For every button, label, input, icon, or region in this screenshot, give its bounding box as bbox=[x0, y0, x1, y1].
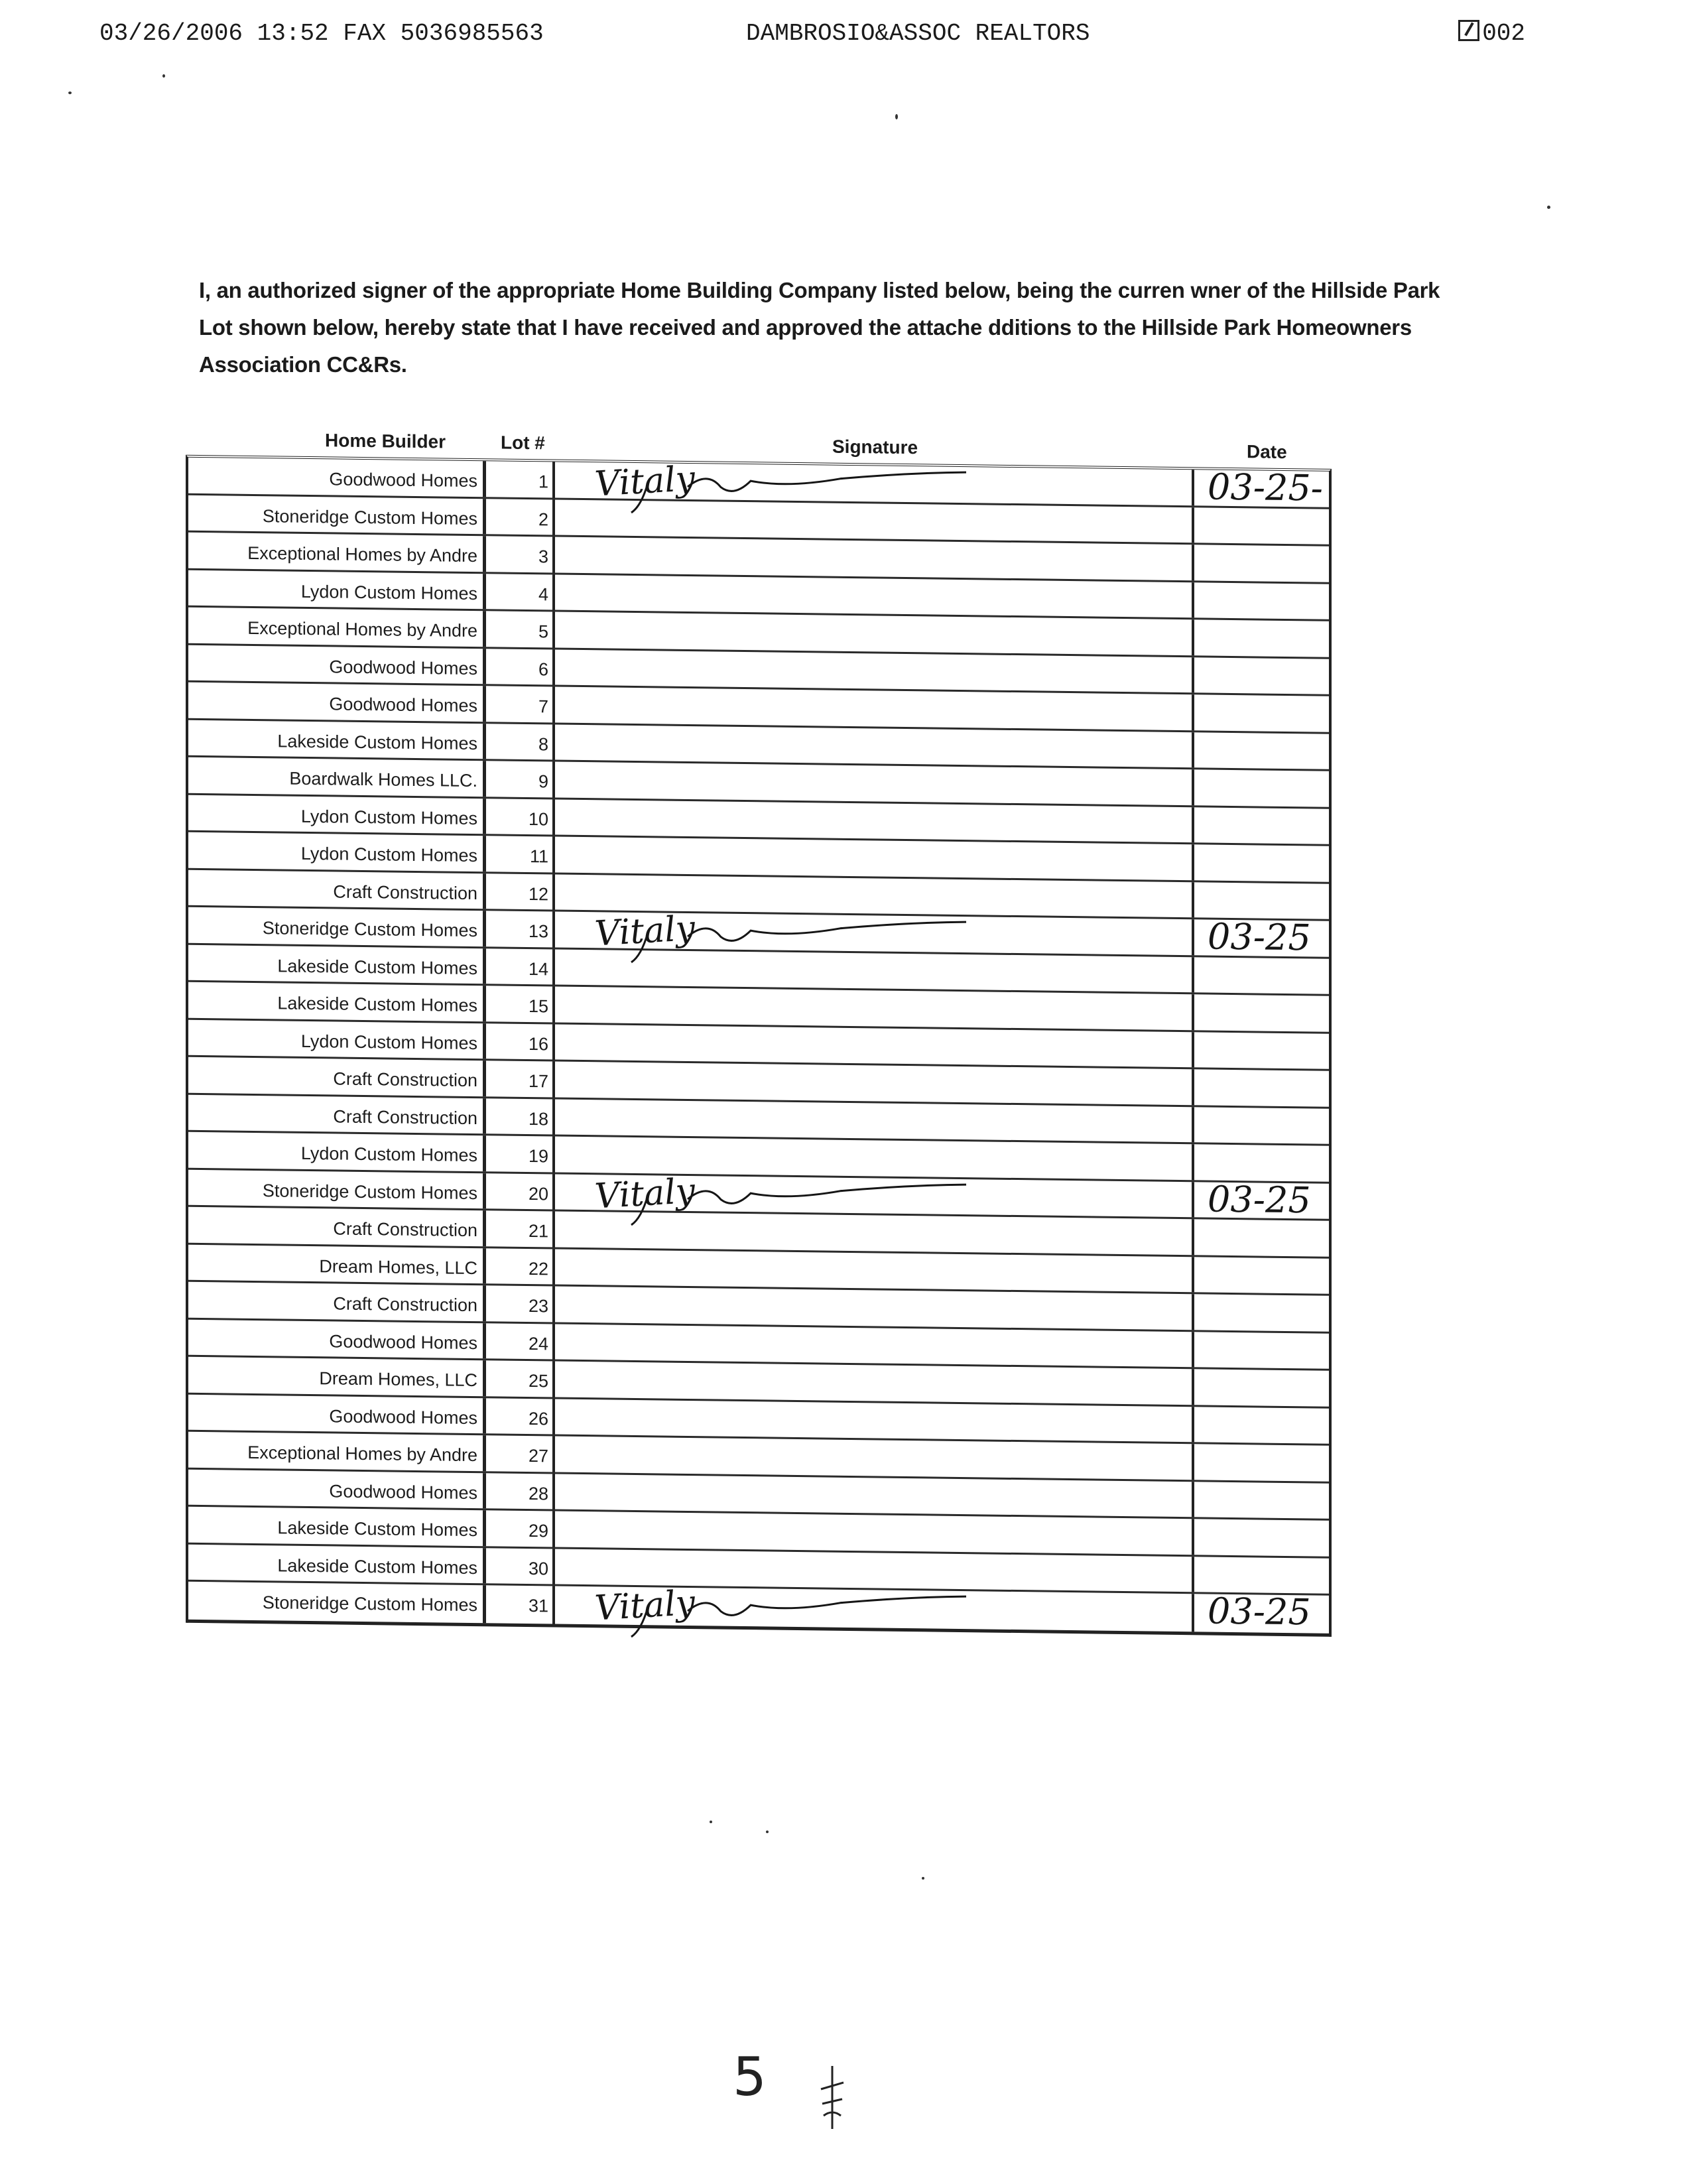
home-builder-cell: Craft Construction bbox=[188, 1207, 486, 1246]
lot-number-cell: 8 bbox=[486, 724, 555, 760]
header-signature: Signature bbox=[832, 436, 918, 458]
lot-number-cell: 13 bbox=[486, 911, 555, 947]
lot-number-cell: 5 bbox=[486, 611, 555, 647]
date-cell[interactable] bbox=[1194, 466, 1329, 509]
home-builder-cell: Craft Construction bbox=[188, 1057, 486, 1096]
lot-number-cell: 10 bbox=[486, 799, 555, 835]
handwritten-date: 03-25- bbox=[1208, 466, 1323, 509]
date-cell[interactable] bbox=[1194, 915, 1329, 959]
date-cell[interactable] bbox=[1194, 882, 1329, 919]
signature-flourish bbox=[688, 1581, 1019, 1645]
handwritten-date: 03-25 bbox=[1208, 1590, 1311, 1634]
date-cell[interactable] bbox=[1194, 1332, 1329, 1369]
signature-cell[interactable] bbox=[555, 1362, 1194, 1405]
home-builder-cell: Stoneridge Custom Homes bbox=[188, 907, 486, 946]
signature-cell[interactable] bbox=[555, 987, 1194, 1030]
date-cell[interactable] bbox=[1194, 844, 1329, 881]
approval-table bbox=[146, 428, 1333, 1669]
scan-speck bbox=[895, 114, 898, 119]
handwritten-date: 03-25 bbox=[1208, 1178, 1311, 1221]
lot-number-cell: 24 bbox=[486, 1323, 555, 1360]
signature-cell[interactable] bbox=[555, 649, 1194, 692]
date-cell[interactable] bbox=[1194, 545, 1329, 582]
home-builder-cell: Lydon Custom Homes bbox=[188, 1019, 486, 1059]
home-builder-cell: Stoneridge Custom Homes bbox=[188, 1169, 486, 1208]
signature-cell[interactable] bbox=[555, 1212, 1194, 1255]
lot-number-cell: 23 bbox=[486, 1285, 555, 1322]
home-builder-cell: Goodwood Homes bbox=[188, 1319, 486, 1358]
handwritten-signature: Vitaly bbox=[594, 1171, 697, 1216]
checkbox-icon bbox=[1458, 20, 1479, 41]
date-cell[interactable] bbox=[1194, 657, 1329, 694]
lot-number-cell: 4 bbox=[486, 574, 555, 610]
scan-speck bbox=[922, 1877, 924, 1880]
signature-cell[interactable] bbox=[555, 537, 1194, 580]
date-cell[interactable] bbox=[1194, 507, 1329, 545]
lot-number-cell: 19 bbox=[486, 1135, 555, 1172]
date-cell[interactable] bbox=[1194, 1294, 1329, 1331]
signature-cell[interactable] bbox=[555, 799, 1194, 842]
home-builder-cell: Lakeside Custom Homes bbox=[188, 1507, 486, 1546]
lot-number-cell: 28 bbox=[486, 1473, 555, 1510]
lot-number-cell: 18 bbox=[486, 1098, 555, 1135]
lot-number-cell: 7 bbox=[486, 686, 555, 722]
lot-number-cell: 22 bbox=[486, 1248, 555, 1285]
signature-cell[interactable] bbox=[555, 1324, 1194, 1367]
signature-cell[interactable] bbox=[555, 1399, 1194, 1442]
lot-number-cell: 2 bbox=[486, 499, 555, 535]
signature-cell[interactable] bbox=[555, 1582, 1194, 1632]
fax-header bbox=[99, 20, 1525, 53]
home-builder-cell: Exceptional Homes by Andre bbox=[188, 608, 486, 647]
home-builder-cell: Goodwood Homes bbox=[188, 458, 486, 497]
date-cell[interactable] bbox=[1194, 582, 1329, 619]
signature-cell[interactable] bbox=[555, 908, 1194, 955]
signature-cell[interactable] bbox=[555, 837, 1194, 880]
signature-cell[interactable] bbox=[555, 949, 1194, 992]
home-builder-cell: Goodwood Homes bbox=[188, 1469, 486, 1508]
home-builder-cell: Goodwood Homes bbox=[188, 682, 486, 722]
fax-datetime: 03/26/2006 13:52 FAX 5036985563 bbox=[99, 20, 544, 47]
handwritten-signature: Vitaly bbox=[594, 458, 697, 505]
lot-number-cell: 31 bbox=[486, 1585, 555, 1624]
handwritten-date: 03-25 bbox=[1208, 915, 1311, 959]
lot-number-cell: 20 bbox=[486, 1173, 555, 1210]
signature-cell[interactable] bbox=[555, 1511, 1194, 1555]
home-builder-cell: Craft Construction bbox=[188, 1282, 486, 1321]
home-builder-cell: Lydon Custom Homes bbox=[188, 832, 486, 871]
date-cell[interactable] bbox=[1194, 1444, 1329, 1481]
home-builder-cell: Stoneridge Custom Homes bbox=[188, 1582, 486, 1623]
lot-number-cell: 12 bbox=[486, 873, 555, 910]
lot-number-cell: 9 bbox=[486, 761, 555, 797]
date-cell[interactable] bbox=[1194, 1069, 1329, 1106]
lot-number-cell: 1 bbox=[486, 461, 555, 497]
fax-page-number: 002 bbox=[1482, 20, 1525, 47]
date-cell[interactable] bbox=[1194, 994, 1329, 1031]
authorization-statement: I, an authorized signer of the appropriate Home Building Company listed below, being the curren wner of the Hillside Park Lot shown below, hereby state that I have received and approved the attache dditions to the Hillside Park Homeowners Association CC&Rs. bbox=[199, 278, 1440, 377]
signature-cell[interactable] bbox=[555, 762, 1194, 805]
signature-cell[interactable] bbox=[555, 1024, 1194, 1067]
date-cell[interactable] bbox=[1194, 957, 1329, 994]
scan-speck bbox=[710, 1821, 712, 1823]
lot-number-cell: 14 bbox=[486, 948, 555, 985]
lot-number-cell: 3 bbox=[486, 536, 555, 572]
signature-cell[interactable] bbox=[555, 499, 1194, 543]
signature-cell[interactable] bbox=[555, 1437, 1194, 1480]
date-cell[interactable] bbox=[1194, 1407, 1329, 1444]
date-cell[interactable] bbox=[1194, 807, 1329, 844]
handwritten-mark-icon bbox=[816, 2063, 849, 2136]
date-cell[interactable] bbox=[1194, 1219, 1329, 1256]
lot-number-cell: 26 bbox=[486, 1398, 555, 1435]
header-home-builder: Home Builder bbox=[325, 430, 446, 452]
signature-cell[interactable] bbox=[555, 612, 1194, 655]
signature-cell[interactable] bbox=[555, 574, 1194, 617]
scan-speck bbox=[162, 74, 165, 78]
date-cell[interactable] bbox=[1194, 769, 1329, 806]
date-cell[interactable] bbox=[1194, 1257, 1329, 1294]
home-builder-cell: Dream Homes, LLC bbox=[188, 1244, 486, 1283]
signature-cell[interactable] bbox=[555, 458, 1194, 505]
handwritten-signature: Vitaly bbox=[594, 908, 697, 954]
date-cell[interactable] bbox=[1194, 619, 1329, 657]
signature-cell[interactable] bbox=[555, 1287, 1194, 1330]
scan-speck bbox=[766, 1831, 769, 1833]
lot-number-cell: 17 bbox=[486, 1060, 555, 1097]
lot-number-cell: 25 bbox=[486, 1360, 555, 1397]
header-lot-number: Lot # bbox=[501, 432, 545, 454]
lot-number-cell: 15 bbox=[486, 986, 555, 1022]
date-cell[interactable] bbox=[1194, 1107, 1329, 1144]
date-cell[interactable] bbox=[1194, 1482, 1329, 1519]
home-builder-cell: Goodwood Homes bbox=[188, 645, 486, 684]
lot-number-cell: 11 bbox=[486, 836, 555, 872]
home-builder-cell: Stoneridge Custom Homes bbox=[188, 495, 486, 534]
signature-cell[interactable] bbox=[555, 687, 1194, 730]
date-cell[interactable] bbox=[1194, 1519, 1329, 1556]
signature-cell[interactable] bbox=[555, 1171, 1194, 1217]
home-builder-cell: Lydon Custom Homes bbox=[188, 1132, 486, 1171]
date-cell[interactable] bbox=[1194, 1557, 1329, 1594]
scan-speck bbox=[1547, 206, 1550, 209]
home-builder-cell: Craft Construction bbox=[188, 869, 486, 909]
fax-sender: DAMBROSIO&ASSOC REALTORS bbox=[746, 20, 1090, 47]
signature-cell[interactable] bbox=[555, 1099, 1194, 1142]
home-builder-cell: Lakeside Custom Homes bbox=[188, 720, 486, 759]
date-cell[interactable] bbox=[1194, 1369, 1329, 1406]
lot-number-cell: 6 bbox=[486, 649, 555, 685]
date-cell[interactable] bbox=[1194, 1144, 1329, 1181]
lot-number-cell: 30 bbox=[486, 1548, 555, 1584]
lot-number-cell: 27 bbox=[486, 1435, 555, 1472]
fax-page-indicator bbox=[1458, 20, 1525, 47]
home-builder-cell: Exceptional Homes by Andre bbox=[188, 1432, 486, 1471]
table-body bbox=[186, 455, 1332, 1637]
date-cell[interactable] bbox=[1194, 1032, 1329, 1069]
home-builder-cell: Lydon Custom Homes bbox=[188, 570, 486, 609]
home-builder-cell: Lakeside Custom Homes bbox=[188, 944, 486, 984]
home-builder-cell: Craft Construction bbox=[188, 1094, 486, 1133]
date-cell[interactable] bbox=[1194, 1590, 1329, 1634]
date-cell[interactable] bbox=[1194, 694, 1329, 732]
home-builder-cell: Dream Homes, LLC bbox=[188, 1357, 486, 1396]
signature-cell[interactable] bbox=[555, 724, 1194, 767]
home-builder-cell: Lakeside Custom Homes bbox=[188, 1544, 486, 1583]
lot-number-cell: 29 bbox=[486, 1510, 555, 1547]
signature-cell[interactable] bbox=[555, 1062, 1194, 1105]
home-builder-cell: Lakeside Custom Homes bbox=[188, 982, 486, 1021]
date-cell[interactable] bbox=[1194, 732, 1329, 769]
home-builder-cell: Goodwood Homes bbox=[188, 1394, 486, 1433]
signature-cell[interactable] bbox=[555, 1249, 1194, 1292]
handwritten-signature: Vitaly bbox=[594, 1582, 697, 1629]
lot-number-cell: 21 bbox=[486, 1210, 555, 1247]
page-number: 5 bbox=[733, 2046, 767, 2108]
signature-cell[interactable] bbox=[555, 1474, 1194, 1517]
home-builder-cell: Boardwalk Homes LLC. bbox=[188, 757, 486, 797]
lot-number-cell: 16 bbox=[486, 1023, 555, 1060]
scan-speck bbox=[68, 92, 72, 94]
home-builder-cell: Exceptional Homes by Andre bbox=[188, 533, 486, 572]
home-builder-cell: Lydon Custom Homes bbox=[188, 795, 486, 834]
header-date: Date bbox=[1247, 441, 1287, 463]
date-cell[interactable] bbox=[1194, 1178, 1329, 1221]
